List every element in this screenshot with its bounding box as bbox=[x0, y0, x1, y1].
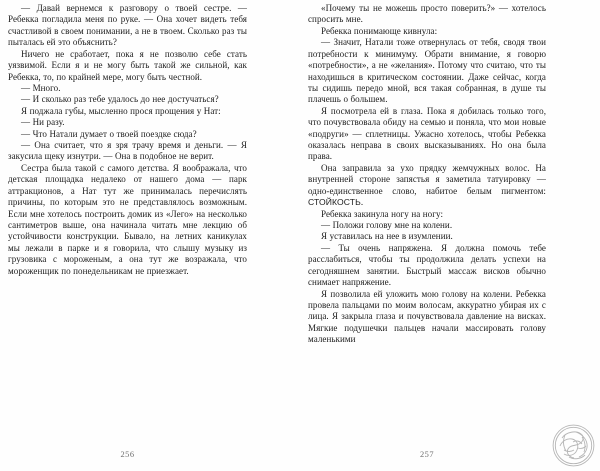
paragraph: Ребекка понимающе кивнула: bbox=[321, 25, 438, 36]
paragraph: «Почему ты не можешь просто поверить?» — хотелось спросить мне. bbox=[308, 3, 546, 25]
paragraph: — Много. bbox=[21, 82, 61, 93]
paragraph: Я позволила ей уложить мою голову на колени. Ребекка провела пальцами по моим волосам, аккуратно убирая их с лица. Я закрыла глаза и почувствовала давление на висках. Мягкие подушечки пальцев начали массировать голову маленькими bbox=[308, 288, 546, 345]
paragraph-with-tattoo-word bbox=[308, 163, 546, 209]
paragraph: — Ты очень напряжена. Я должна помочь тебе расслабиться, чтобы ты продолжила делать успехи на сегодняшнем занятии. Быстрый массаж висков обычно снимает напряжение. bbox=[308, 242, 546, 288]
paragraph: Я посмотрела ей в глаза. Пока я добилась только того, что почувствовала обиду на семью и поняла, что мои новые «подруги» — сплетницы. Ужасно хотелось, чтобы Ребекка оказалась неправа в своих высказываниях. Но она была права. bbox=[308, 105, 546, 162]
tattoo-word: СТОЙКОСТЬ bbox=[308, 197, 361, 208]
paragraph-text: Она заправила за ухо прядку жемчужных волос. На внутренней стороне запястья я заметила татуировку — одно-единственное слово, набитое белым пигментом: bbox=[308, 162, 546, 196]
paragraph: Ребекка закинула ногу на ногу: bbox=[321, 208, 443, 219]
page-number-right: 257 bbox=[419, 450, 435, 459]
paragraph: — И сколько раз тебе удалось до нее достучаться? bbox=[21, 94, 219, 105]
paragraph: — Она считает, что я зря трачу время и деньги. — Я закусила щеку изнутри. — Она в подобное не верит. bbox=[8, 140, 247, 162]
circular-scribble-ornament-icon bbox=[552, 424, 595, 467]
paragraph: — Ни разу. bbox=[21, 117, 65, 128]
paragraph: Я поджала губы, мысленно прося прощения у Нат: bbox=[21, 105, 221, 116]
right-page-textblock bbox=[308, 3, 546, 346]
paragraph: — Давай вернемся к разговору о твоей сестре. — Ребекка погладила меня по руке. — Она хочет видеть тебя счастливой в своем понимании, а не в твоем. Сколько раз ты пыталась ей это объяснить? bbox=[8, 3, 247, 48]
page-right bbox=[300, 0, 600, 471]
left-page-textblock bbox=[8, 3, 247, 277]
paragraph: Я уставилась на нее в изумлении. bbox=[321, 231, 453, 242]
paragraph: — Что Натали думает о твоей поездке сюда? bbox=[21, 128, 197, 139]
paragraph: — Значит, Натали тоже отвернулась от тебя, сводя твои потребности к минимуму. Обрати внимание, я говорю «потребности», а не «желания». Потому что считаю, что ты находишься в критическом состоянии. Даже сейчас, когда ты сидишь передо мной, вся такая собранная, в душе ты плачешь о большем. bbox=[308, 37, 546, 105]
paragraph: Ничего не сработает, пока я не позволю себе стать уязвимой. Если я и не могу быть такой же сильной, как Ребекка, то, по крайней мере, могу быть честной. bbox=[8, 48, 247, 82]
page-number-left: 256 bbox=[120, 450, 135, 459]
tattoo-sentence-tail: . bbox=[360, 197, 364, 208]
paragraph: Сестра была такой с самого детства. Я воображала, что детская площадка недалеко от нашего дома — парк аттракционов, а Нат тут же принималась перечислять причины, по которым это не представлялось возможным. Если мне хотелось построить домик из «Лего» на несколько сантиметров выше, она начинала читать мне лекцию об устойчивости конструкции. Бывало, на летних каникулах мы лежали в парке и я говорила, что слышу музыку из грузовика с мороженым, а она тут же возражала, что мороженщик по понедельникам не приезжает. bbox=[8, 162, 247, 276]
paragraph: — Положи голову мне на колени. bbox=[321, 220, 453, 231]
